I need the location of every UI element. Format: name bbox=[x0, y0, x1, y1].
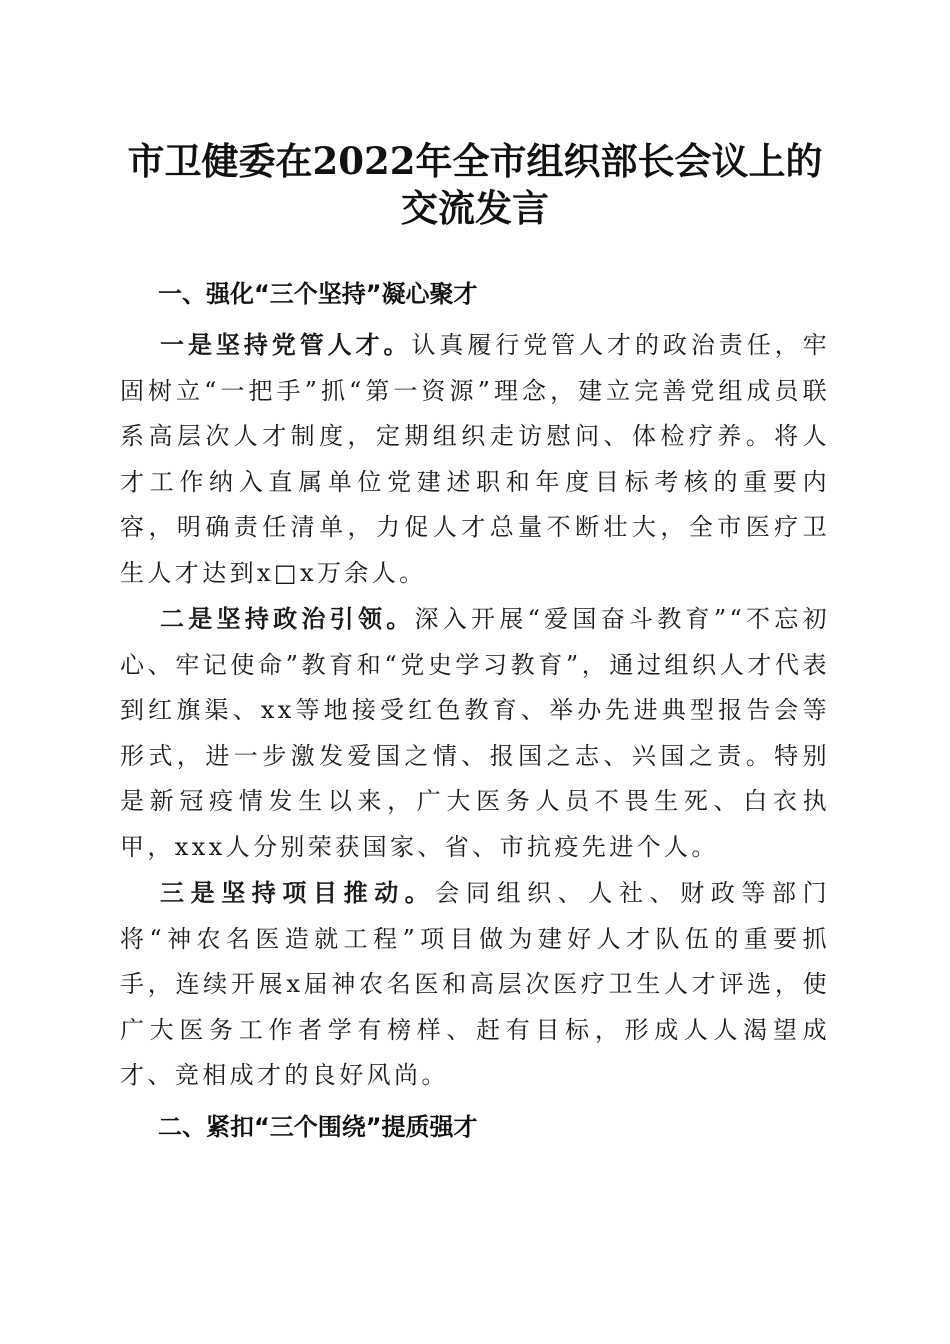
document-body bbox=[120, 276, 830, 1145]
paragraph-2-lead: 二是坚持政治引领。 bbox=[160, 604, 415, 633]
document-title: 市卫健委在2022年全市组织部长会议上的交流发言 bbox=[127, 139, 823, 230]
paragraph-3 bbox=[120, 870, 830, 1099]
section-heading-2: 二、紧扣“三个围绕”提质强才 bbox=[158, 1112, 478, 1141]
paragraph-3-lead: 三是坚持项目推动。 bbox=[160, 878, 436, 907]
paragraph-1-text: 认真履行党管人才的政治责任，牢固树立“一把手”抓“第一资源”理念，建立完善党组成员联系高层次人才制度，定期组织走访慰问、体检疗养。将人才工作纳入直属单位党建述职和年度目标考核的重要内容，明确责任清单，力促人才总量不断壮大，全市医疗卫生人才达到x□x万余人。 bbox=[120, 331, 830, 587]
paragraph-1 bbox=[120, 322, 830, 596]
paragraph-3-text: 会同组织、人社、财政等部门将“神农名医造就工程”项目做为建好人才队伍的重要抓手，连续开展x届神农名医和高层次医疗卫生人才评选，使广大医务工作者学有榜样、赶有目标，形成人人渴望成才、竞相成才的良好风尚。 bbox=[120, 879, 830, 1089]
paragraph-2-text: 深入开展“爱国奋斗教育”“不忘初心、牢记使命”教育和“党史学习教育”，通过组织人才代表到红旗渠、xx等地接受红色教育、举办先进典型报告会等形式，进一步激发爱国之情、报国之志、兴国之责。特别是新冠疫情发生以来，广大医务人员不畏生死、白衣执甲，xxx人分别荣获国家、省、市抗疫先进个人。 bbox=[120, 605, 830, 861]
paragraph-2 bbox=[120, 596, 830, 870]
section-heading-1: 一、强化“三个坚持”凝心聚才 bbox=[158, 280, 478, 308]
paragraph-1-lead: 一是坚持党管人才。 bbox=[160, 330, 412, 359]
